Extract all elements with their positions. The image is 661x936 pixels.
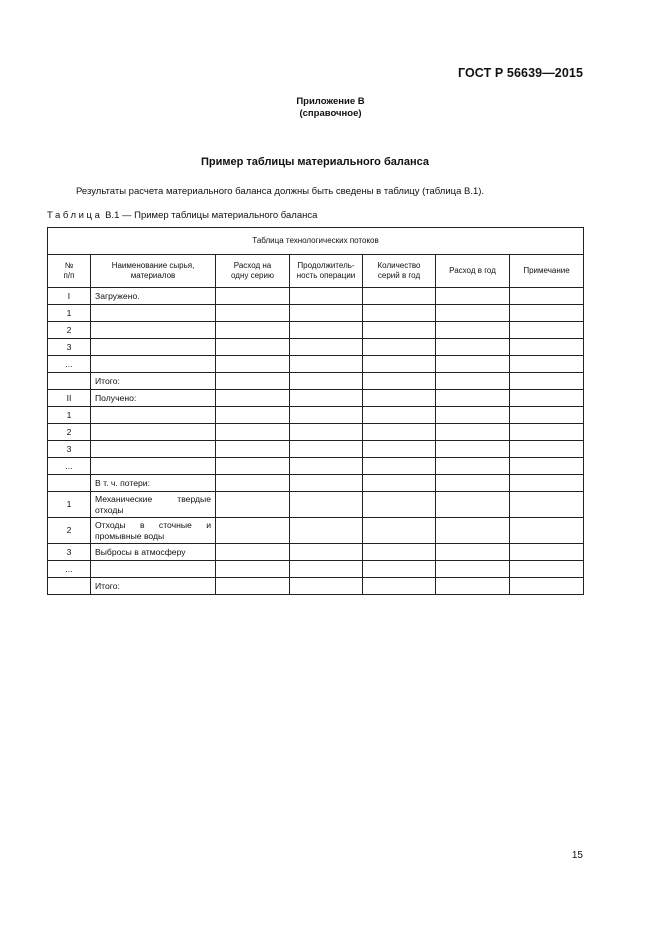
row-name-cell <box>91 561 216 578</box>
empty-value-cell <box>510 305 584 322</box>
empty-value-cell <box>436 407 510 424</box>
table-row <box>48 288 584 305</box>
column-header: Расход на одну серию <box>216 255 290 288</box>
table-row <box>48 305 584 322</box>
empty-value-cell <box>216 561 290 578</box>
empty-value-cell <box>216 544 290 561</box>
empty-value-cell <box>363 544 436 561</box>
empty-value-cell <box>363 561 436 578</box>
empty-value-cell <box>436 492 510 518</box>
empty-value-cell <box>436 322 510 339</box>
empty-value-cell <box>510 518 584 544</box>
row-number-cell: 2 <box>48 424 91 441</box>
empty-value-cell <box>216 390 290 407</box>
empty-value-cell <box>510 288 584 305</box>
empty-value-cell <box>290 458 363 475</box>
row-name-cell: Отходы в сточные и промывные воды <box>91 518 216 544</box>
empty-value-cell <box>436 288 510 305</box>
empty-value-cell <box>290 578 363 595</box>
table-row <box>48 322 584 339</box>
table-row <box>48 390 584 407</box>
empty-value-cell <box>510 458 584 475</box>
empty-value-cell <box>510 322 584 339</box>
empty-value-cell <box>436 518 510 544</box>
empty-value-cell <box>216 322 290 339</box>
empty-value-cell <box>290 492 363 518</box>
empty-value-cell <box>216 407 290 424</box>
empty-value-cell <box>363 518 436 544</box>
page-number: 15 <box>571 850 583 861</box>
appendix-heading <box>0 96 661 120</box>
empty-value-cell <box>290 518 363 544</box>
standard-code: ГОСТ Р 56639—2015 <box>457 66 583 80</box>
empty-value-cell <box>290 424 363 441</box>
empty-value-cell <box>436 424 510 441</box>
row-number-cell: 2 <box>48 518 91 544</box>
empty-value-cell <box>363 424 436 441</box>
empty-value-cell <box>290 441 363 458</box>
empty-value-cell <box>363 322 436 339</box>
section-title: Пример таблицы материального баланса <box>201 156 429 168</box>
empty-value-cell <box>436 356 510 373</box>
empty-value-cell <box>510 492 584 518</box>
row-number-cell <box>48 578 91 595</box>
appendix-title: Приложение В <box>296 96 365 107</box>
empty-value-cell <box>510 373 584 390</box>
empty-value-cell <box>363 390 436 407</box>
empty-value-cell <box>216 458 290 475</box>
empty-value-cell <box>290 339 363 356</box>
row-name-cell: Итого: <box>91 578 216 595</box>
empty-value-cell <box>290 561 363 578</box>
empty-value-cell <box>436 475 510 492</box>
row-number-cell: 1 <box>48 492 91 518</box>
row-name-cell <box>91 322 216 339</box>
column-header: № п/п <box>48 255 91 288</box>
table-row <box>48 578 584 595</box>
empty-value-cell <box>510 544 584 561</box>
empty-value-cell <box>216 518 290 544</box>
row-name-cell <box>91 424 216 441</box>
empty-value-cell <box>436 578 510 595</box>
row-name-cell: Механические твердые отходы <box>91 492 216 518</box>
row-name-cell <box>91 339 216 356</box>
empty-value-cell <box>436 339 510 356</box>
row-number-cell: 1 <box>48 407 91 424</box>
table-row <box>48 458 584 475</box>
empty-value-cell <box>436 441 510 458</box>
row-number-cell <box>48 373 91 390</box>
empty-value-cell <box>436 561 510 578</box>
row-name-cell: Получено: <box>91 390 216 407</box>
column-header: Продолжитель- ность операции <box>290 255 363 288</box>
row-name-cell: Итого: <box>91 373 216 390</box>
empty-value-cell <box>436 390 510 407</box>
row-number-cell: ... <box>48 458 91 475</box>
empty-value-cell <box>216 441 290 458</box>
row-number-cell: 3 <box>48 339 91 356</box>
empty-value-cell <box>290 390 363 407</box>
table-caption-prefix: Таблица <box>47 210 103 221</box>
empty-value-cell <box>363 578 436 595</box>
empty-value-cell <box>510 424 584 441</box>
row-number-cell: 2 <box>48 322 91 339</box>
empty-value-cell <box>436 305 510 322</box>
empty-value-cell <box>290 305 363 322</box>
column-header: Расход в год <box>436 255 510 288</box>
empty-value-cell <box>290 544 363 561</box>
appendix-subtitle: (справочное) <box>299 108 362 119</box>
empty-value-cell <box>216 475 290 492</box>
empty-value-cell <box>363 441 436 458</box>
table-caption <box>47 210 317 221</box>
table-row <box>48 424 584 441</box>
empty-value-cell <box>363 339 436 356</box>
table-row <box>48 475 584 492</box>
empty-value-cell <box>510 407 584 424</box>
row-name-cell <box>91 441 216 458</box>
empty-value-cell <box>216 288 290 305</box>
table-super-header: Таблица технологических потоков <box>48 228 584 255</box>
empty-value-cell <box>510 390 584 407</box>
table-row <box>48 407 584 424</box>
table-row <box>48 492 584 518</box>
empty-value-cell <box>216 492 290 518</box>
empty-value-cell <box>216 356 290 373</box>
empty-value-cell <box>290 322 363 339</box>
empty-value-cell <box>436 544 510 561</box>
table-row <box>48 373 584 390</box>
row-number-cell: I <box>48 288 91 305</box>
empty-value-cell <box>363 475 436 492</box>
empty-value-cell <box>436 373 510 390</box>
empty-value-cell <box>363 407 436 424</box>
table-caption-text: В.1 — Пример таблицы материального баланса <box>102 210 318 221</box>
row-number-cell: ... <box>48 356 91 373</box>
empty-value-cell <box>510 578 584 595</box>
empty-value-cell <box>290 288 363 305</box>
row-number-cell: 1 <box>48 305 91 322</box>
empty-value-cell <box>216 373 290 390</box>
row-name-cell <box>91 356 216 373</box>
row-name-cell: Выбросы в атмосферу <box>91 544 216 561</box>
empty-value-cell <box>363 288 436 305</box>
row-number-cell: 3 <box>48 441 91 458</box>
empty-value-cell <box>510 475 584 492</box>
empty-value-cell <box>216 305 290 322</box>
empty-value-cell <box>363 492 436 518</box>
table-row <box>48 561 584 578</box>
empty-value-cell <box>510 339 584 356</box>
empty-value-cell <box>216 339 290 356</box>
empty-value-cell <box>290 475 363 492</box>
row-name-cell: В т. ч. потери: <box>91 475 216 492</box>
row-name-cell <box>91 458 216 475</box>
empty-value-cell <box>363 458 436 475</box>
table-row <box>48 339 584 356</box>
empty-value-cell <box>290 356 363 373</box>
row-name-cell <box>91 407 216 424</box>
row-number-cell: ... <box>48 561 91 578</box>
column-header: Количество серий в год <box>363 255 436 288</box>
empty-value-cell <box>510 441 584 458</box>
row-name-cell <box>91 305 216 322</box>
empty-value-cell <box>510 561 584 578</box>
empty-value-cell <box>363 373 436 390</box>
row-number-cell <box>48 475 91 492</box>
empty-value-cell <box>290 407 363 424</box>
empty-value-cell <box>510 356 584 373</box>
empty-value-cell <box>363 356 436 373</box>
empty-value-cell <box>363 305 436 322</box>
empty-value-cell <box>216 424 290 441</box>
row-number-cell: 3 <box>48 544 91 561</box>
material-balance-table <box>47 227 584 595</box>
empty-value-cell <box>290 373 363 390</box>
intro-paragraph: Результаты расчета материального баланса должны быть сведены в таблицу (таблица В.1). <box>76 186 485 197</box>
empty-value-cell <box>436 458 510 475</box>
table-row <box>48 518 584 544</box>
table-row <box>48 544 584 561</box>
table-row <box>48 356 584 373</box>
table-row <box>48 441 584 458</box>
column-header: Примечание <box>510 255 584 288</box>
column-header: Наименование сырья, материалов <box>91 255 216 288</box>
row-name-cell: Загружено. <box>91 288 216 305</box>
row-number-cell: II <box>48 390 91 407</box>
empty-value-cell <box>216 578 290 595</box>
